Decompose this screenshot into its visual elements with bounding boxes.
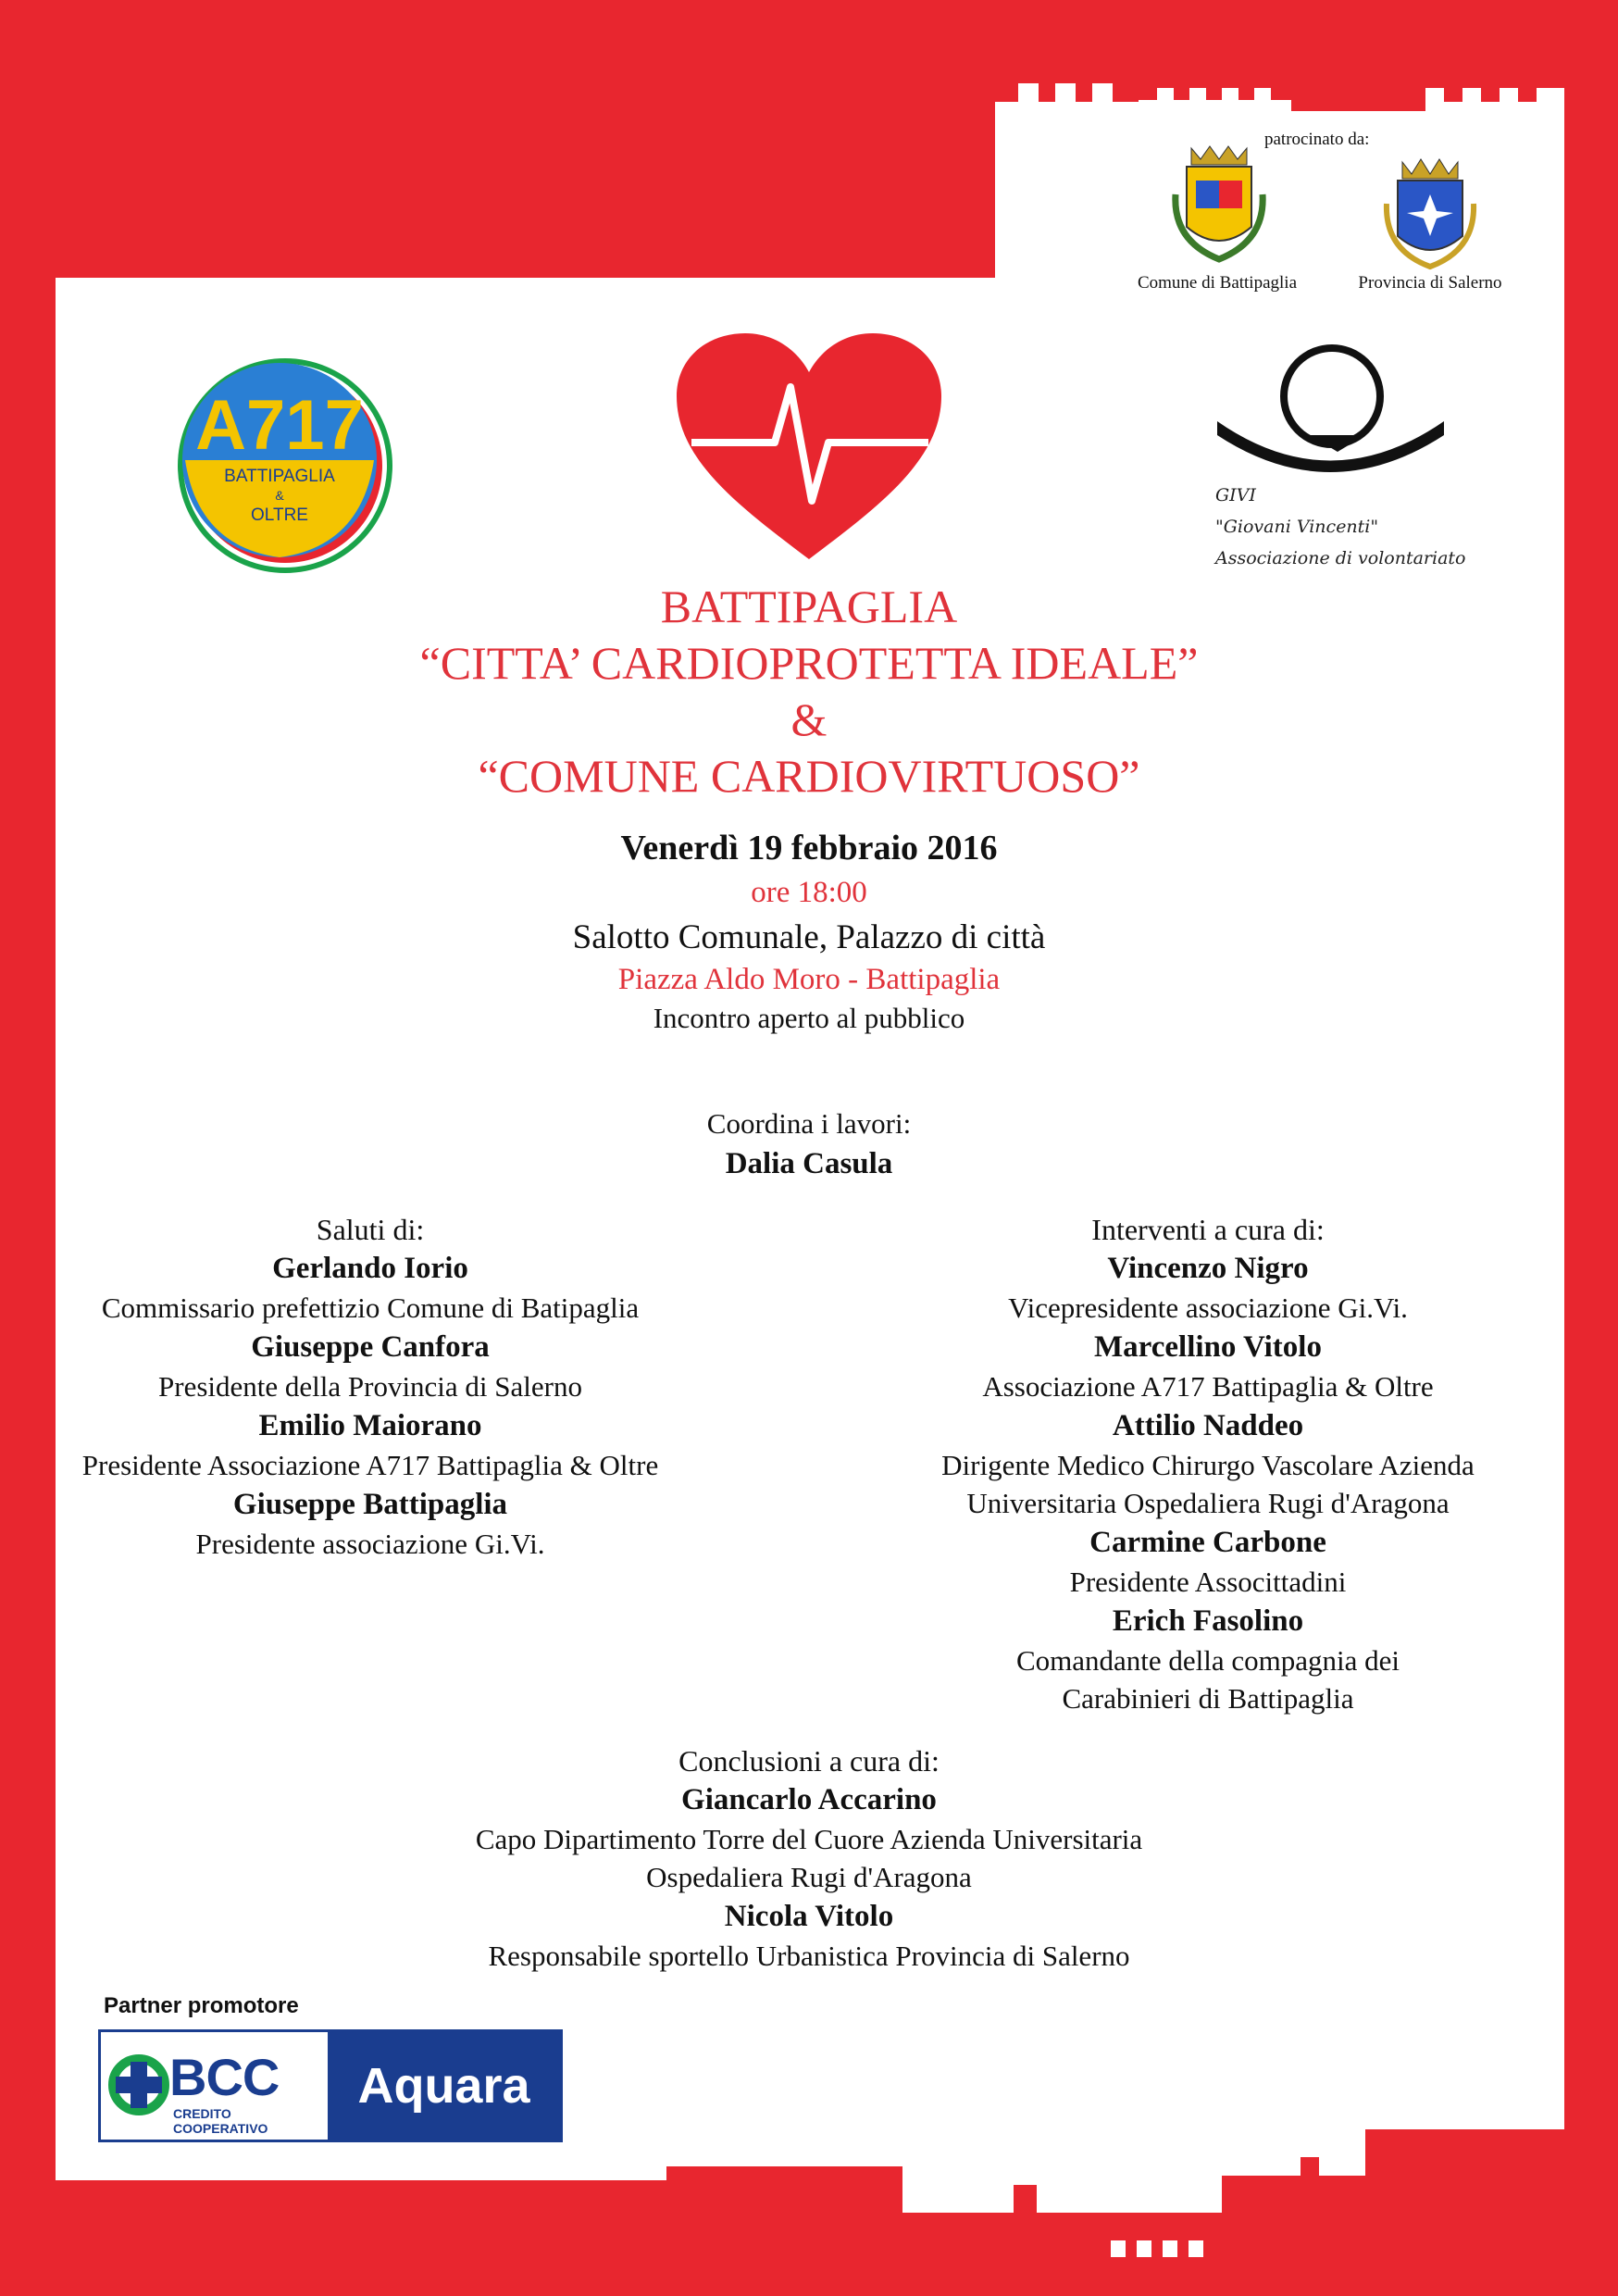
provincia-coat-of-arms-icon	[1379, 148, 1481, 273]
talk-name: Marcellino Vitolo	[1094, 1330, 1322, 1364]
talk-role: Dirigente Medico Chirurgo Vascolare Azienda Universitaria Ospedaliera Rugi d'Aragona	[941, 1449, 1475, 1519]
conclusion-role: Responsabile sportello Urbanistica Provincia di Salerno	[488, 1940, 1130, 1972]
talk-role: Associazione A717 Battipaglia & Oltre	[982, 1370, 1434, 1403]
givi-caption	[1215, 480, 1465, 574]
comune-coat-of-arms-icon	[1168, 139, 1270, 268]
talk-name: Erich Fasolino	[1112, 1604, 1304, 1638]
greeting-role: Presidente associazione Gi.Vi.	[195, 1528, 545, 1560]
a717-line2: &	[275, 488, 284, 503]
partner-label: Partner promotore	[104, 1993, 299, 2018]
greeting-name: Emilio Maiorano	[258, 1409, 482, 1442]
greeting-name: Gerlando Iorio	[272, 1252, 468, 1285]
givi-line3: Associazione di volontariato	[1215, 548, 1466, 568]
aquara-panel	[328, 2032, 560, 2140]
heart-ecg-icon	[673, 330, 945, 565]
event-title	[278, 579, 1340, 805]
bcc-mark	[101, 2032, 328, 2140]
bcc-subtitle: CREDITO COOPERATIVO	[173, 2106, 268, 2136]
greetings-section	[37, 1211, 703, 1563]
event-note: Incontro aperto al pubblico	[653, 1002, 965, 1034]
greeting-role: Presidente della Provincia di Salerno	[158, 1370, 582, 1403]
aquara-text: Aquara	[357, 2058, 530, 2114]
title-line2: “CITTA’ CARDIOPROTETTA IDEALE”	[419, 637, 1199, 689]
greeting-role: Commissario prefettizio Comune di Batipaglia	[101, 1292, 640, 1324]
talk-name: Attilio Naddeo	[1112, 1409, 1304, 1442]
talk-name: Vincenzo Nigro	[1107, 1252, 1309, 1285]
title-line1: BATTIPAGLIA	[660, 580, 958, 632]
a717-logo	[176, 356, 394, 575]
a717-line3: OLTRE	[251, 505, 308, 525]
givi-line2: "Giovani Vincenti"	[1215, 517, 1379, 537]
title-line4: “COMUNE CARDIOVIRTUOSO”	[478, 750, 1140, 802]
provincia-label: Provincia di Salerno	[1358, 273, 1502, 293]
comune-label: Comune di Battipaglia	[1137, 273, 1298, 293]
conclusion-role: Capo Dipartimento Torre del Cuore Azienda Universitaria Ospedaliera Rugi d'Aragona	[475, 1823, 1143, 1893]
coordinator-heading: Coordina i lavori:	[706, 1107, 912, 1140]
bcc-aquara-logo	[98, 2029, 563, 2142]
talk-role: Vicepresidente associazione Gi.Vi.	[1008, 1292, 1408, 1324]
event-address: Piazza Aldo Moro - Battipaglia	[617, 963, 1001, 996]
givi-line1: GIVI	[1215, 485, 1256, 505]
talk-role: Presidente Associttadini	[1069, 1566, 1347, 1598]
greeting-name: Giuseppe Canfora	[251, 1330, 490, 1364]
a717-mark: A717	[195, 386, 364, 465]
givi-logo	[1217, 343, 1444, 477]
talks-heading: Interventi a cura di:	[1091, 1213, 1325, 1246]
event-date: Venerdì 19 febbraio 2016	[620, 829, 998, 867]
conclusion-name: Nicola Vitolo	[724, 1900, 894, 1933]
conclusions-section	[346, 1742, 1272, 1975]
a717-line1: BATTIPAGLIA	[224, 467, 335, 486]
event-time: ore 18:00	[751, 876, 867, 909]
patronage-label: patrocinato da:	[1264, 130, 1370, 149]
coordinator-name: Dalia Casula	[725, 1147, 893, 1180]
bcc-cross-icon	[108, 2054, 169, 2115]
talks-section	[852, 1211, 1564, 1717]
bcc-text: BCC	[169, 2048, 280, 2106]
greetings-heading: Saluti di:	[316, 1213, 425, 1246]
talk-role: Comandante della compagnia dei Carabinieri di Battipaglia	[1015, 1644, 1400, 1715]
title-line3: &	[790, 693, 828, 745]
greeting-name: Giuseppe Battipaglia	[232, 1488, 508, 1521]
conclusion-name: Giancarlo Accarino	[681, 1783, 937, 1816]
greeting-role: Presidente Associazione A717 Battipaglia & Oltre	[81, 1449, 659, 1481]
talk-name: Carmine Carbone	[1089, 1526, 1326, 1559]
event-venue: Salotto Comunale, Palazzo di città	[572, 918, 1046, 956]
conclusions-heading: Conclusioni a cura di:	[678, 1744, 940, 1778]
